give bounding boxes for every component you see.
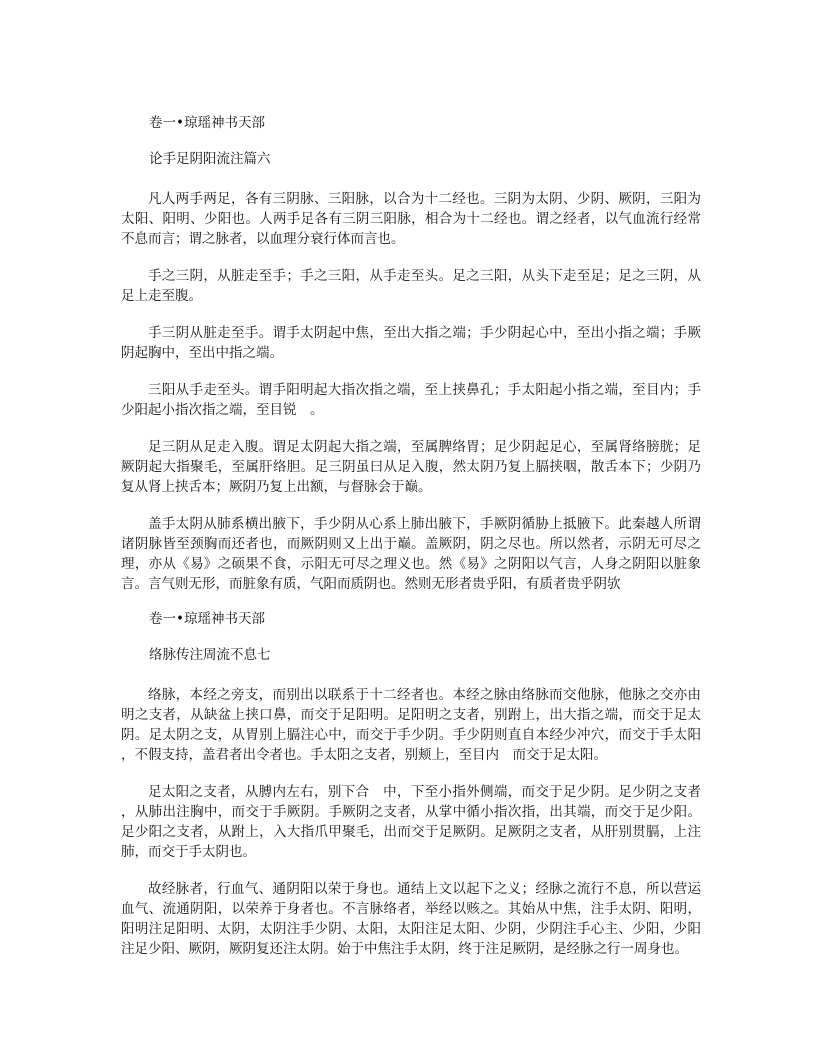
chapter-title: 络脉传注周流不息七 — [149, 647, 271, 663]
section-hand-foot-yin-yang — [121, 112, 701, 594]
paragraph: 凡人两手两足，各有三阴脉、三阳脉，以合为十二经也。三阴为太阴、少阴、厥阴，三阳为太阳、阳明、少阳也。人两手足各有三阴三阳脉，相合为十二经也。谓之经者，以气血流行经常不息而言；谓之脉者，以血理分衰行体而言也。 — [121, 191, 701, 247]
section-collateral-circulation — [121, 608, 701, 959]
paragraph: 手之三阴，从脏走至手；手之三阳，从手走至头。足之三阳，从头下走至足；足之三阴，从足上走至腹。 — [121, 268, 701, 304]
chapter-title: 论手足阴阳流注篇六 — [149, 151, 271, 167]
paragraph: 手三阴从脏走至手。谓手太阴起中焦，至出大指之端；手少阴起心中，至出小指之端；手厥阴起胸中，至出中指之端。 — [121, 325, 701, 361]
paragraph: 故经脉者，行血气、通阴阳以荣于身也。通结上文以起下之义；经脉之流行不息，所以营运血气、流通阴阳，以荣养于身者也。不言脉络者，举经以赅之。其始从中焦，注手太阴、阳明，阳明注足阳明、太阴，太阴注手少阴、太阳，太阳注足太阳、少阴，少阴注手心主、少阳，少阳注足少阳、厥阴，厥阴复还注太阴。始于中焦注手太阴，终于注足厥阴，是经脉之行一周身也。 — [121, 881, 701, 957]
volume-heading: 卷一•琼瑶神书天部 — [149, 115, 265, 131]
document-page — [121, 112, 701, 976]
paragraph: 三阳从手走至头。谓手阳明起大指次指之端，至上挟鼻孔；手太阳起小指之端，至目内；手少阳起小指次指之端，至目锐 。 — [121, 382, 701, 418]
paragraph: 足太阳之支者，从膊内左右，别下合 中，下至小指外侧端，而交于足少阴。足少阴之支者，从肺出注胸中，而交于手厥阴。手厥阴之支者，从掌中循小指次指，出其端，而交于足少阳。足少阳之支者，从跗上，入大指爪甲聚毛，出而交于足厥阴。足厥阴之支者，从肝别贯膈，上注肺，而交于手太阴也。 — [121, 784, 701, 860]
paragraph: 盖手太阴从肺系横出腋下，手少阴从心系上肺出腋下，手厥阴循胁上抵腋下。此秦越人所谓诸阴脉皆至颈胸而还者也，而厥阴则又上出于巅。盖厥阴，阴之尽也。所以然者，示阴无可尽之理，亦从《易》之硕果不食，示阳无可尽之理义也。然《易》之阴阳以气言，人身之阴阳以脏象言。言气则无形，而脏象有质，气阳而质阴也。然则无形者贵乎阳，有质者贵乎阴欤 — [121, 516, 701, 592]
volume-heading: 卷一•琼瑶神书天部 — [149, 611, 265, 627]
paragraph: 络脉，本经之旁支，而别出以联系于十二经者也。本经之脉由络脉而交他脉，他脉之交亦由明之支者，从缺盆上挟口鼻，而交于足阳明。足阳明之支者，别跗上，出大指之端，而交于足太阴。足太阴之支，从胃别上膈注心中，而交于手少阴。手少阴则直自本经少冲穴，而交于手太阳，不假支持，盖君者出令者也。手太阳之支者，别颊上，至目内 而交于足太阳。 — [121, 687, 701, 763]
paragraph: 足三阴从足走入腹。谓足太阴起大指之端，至属脾络胃；足少阴起足心，至属肾络膀胱；足厥阴起大指聚毛，至属肝络胆。足三阴虽曰从足入腹，然太阴乃复上膈挟咽，散舌本下；少阴乃复从肾上挟舌本；厥阴乃复上出额，与督脉会于巅。 — [121, 439, 701, 495]
